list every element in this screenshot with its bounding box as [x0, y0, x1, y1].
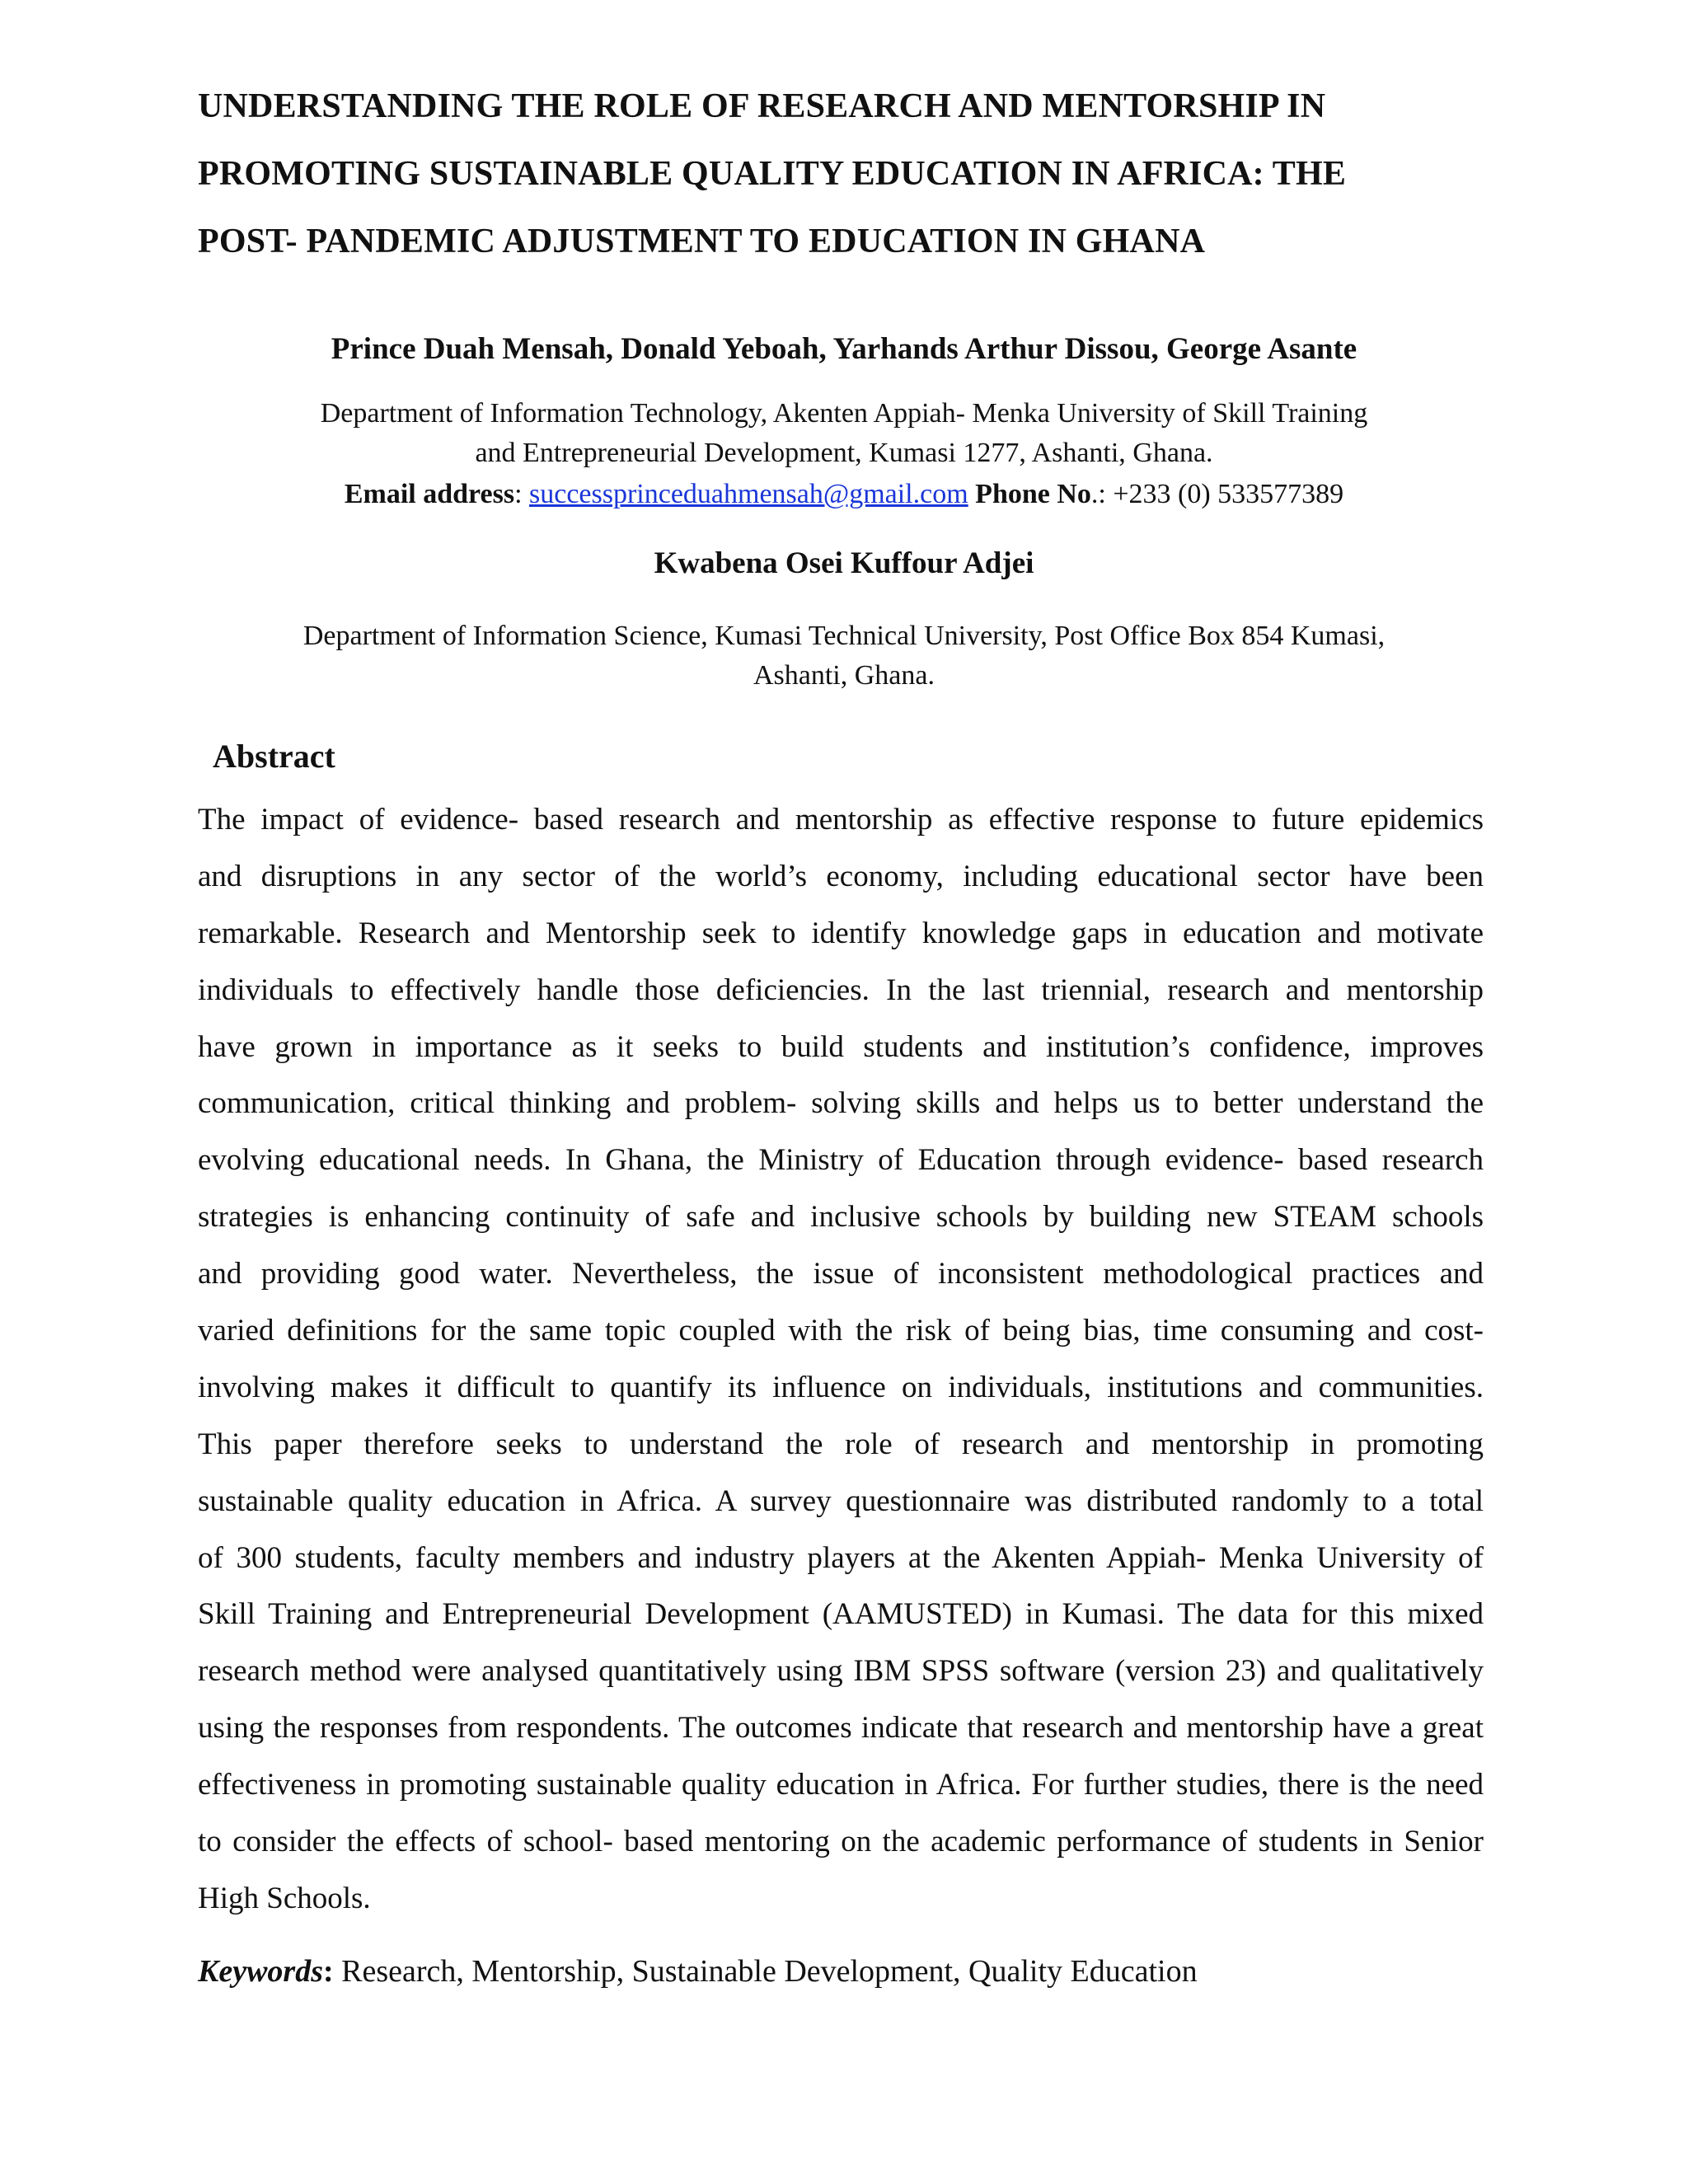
abstract-heading: Abstract	[213, 738, 335, 775]
paper-title	[198, 73, 1517, 275]
abstract-line: Skill Training and Entrepreneurial Development (AAMUSTED) in Kumasi. The data for this mixed	[198, 1597, 1484, 1632]
email-link[interactable]: successprinceduahmensah@gmail.com	[529, 479, 968, 509]
abstract-line: to consider the effects of school- based mentoring on the academic performance of students in Senior	[198, 1825, 1484, 1859]
phone-label: Phone No	[975, 479, 1091, 509]
abstract-body	[198, 792, 1484, 1928]
primary-affiliation	[0, 394, 1688, 473]
abstract-line: of 300 students, faculty members and industry players at the Akenten Appiah- Menka University of	[198, 1540, 1484, 1575]
abstract-line: have grown in importance as it seeks to build students and institution’s confidence, improves	[198, 1029, 1484, 1064]
primary-authors: Prince Duah Mensah, Donald Yeboah, Yarhands Arthur Dissou, George Asante	[331, 332, 1357, 366]
abstract-line: The impact of evidence- based research and mentorship as effective response to future epidemics	[198, 803, 1484, 837]
abstract-line: remarkable. Research and Mentorship seek to identify knowledge gaps in education and motivate	[198, 916, 1484, 950]
abstract-line: involving makes it difficult to quantify its influence on individuals, institutions and communities.	[198, 1370, 1484, 1404]
abstract-line: and disruptions in any sector of the world’s economy, including educational sector have been	[198, 859, 1484, 893]
secondary-author: Kwabena Osei Kuffour Adjei	[654, 546, 1034, 580]
abstract-line: strategies is enhancing continuity of safe and inclusive schools by building new STEAM schools	[198, 1200, 1484, 1235]
affiliation-line: Department of Information Science, Kumasi Technical University, Post Office Box 854 Kumasi,	[302, 621, 1386, 651]
abstract-line: evolving educational needs. In Ghana, the Ministry of Education through evidence- based research	[198, 1143, 1484, 1178]
title-line: UNDERSTANDING THE ROLE OF RESEARCH AND MENTORSHIP IN	[198, 87, 1326, 125]
keywords-text: Research, Mentorship, Sustainable Development, Quality Education	[341, 1954, 1198, 1989]
secondary-affiliation	[0, 616, 1688, 696]
affiliation-line: and Entrepreneurial Development, Kumasi 1277, Ashanti, Ghana.	[475, 438, 1213, 468]
abstract-line: sustainable quality education in Africa. A survey questionnaire was distributed randomly to a total	[198, 1483, 1484, 1518]
affiliation-line: Department of Information Technology, Akenten Appiah- Menka University of Skill Training	[320, 398, 1368, 429]
keywords-label: Keywords	[198, 1954, 323, 1989]
title-line: PROMOTING SUSTAINABLE QUALITY EDUCATION IN AFRICA: THE	[198, 155, 1347, 193]
keywords-line: Keywords: Research, Mentorship, Sustainable Development, Quality Education	[198, 1954, 1198, 1989]
abstract-line: effectiveness in promoting sustainable quality education in Africa. For further studies, there is the need	[198, 1768, 1484, 1802]
phone-number: +233 (0) 533577389	[1113, 479, 1344, 509]
abstract-line: and providing good water. Nevertheless, the issue of inconsistent methodological practices and	[198, 1257, 1484, 1291]
abstract-line: varied definitions for the same topic coupled with the risk of being bias, time consuming and cost-	[198, 1314, 1484, 1348]
abstract-line: This paper therefore seeks to understand the role of research and mentorship in promoting	[198, 1427, 1484, 1461]
abstract-line: individuals to effectively handle those deficiencies. In the last triennial, research and mentorship	[198, 972, 1484, 1007]
abstract-line: research method were analysed quantitatively using IBM SPSS software (version 23) and qualitatively	[198, 1654, 1484, 1689]
title-line: POST- PANDEMIC ADJUSTMENT TO EDUCATION IN GHANA	[198, 223, 1206, 260]
abstract-line: communication, critical thinking and problem- solving skills and helps us to better understand the	[198, 1086, 1484, 1121]
affiliation-line: Ashanti, Ghana.	[753, 660, 935, 691]
email-label: Email address	[344, 479, 515, 509]
abstract-line: using the responses from respondents. The outcomes indicate that research and mentorship have a great	[198, 1711, 1484, 1746]
contact-line: Email address: successprinceduahmensah@gmail.com Phone No.: +233 (0) 533577389	[344, 479, 1344, 509]
abstract-line: High Schools.	[198, 1881, 371, 1915]
